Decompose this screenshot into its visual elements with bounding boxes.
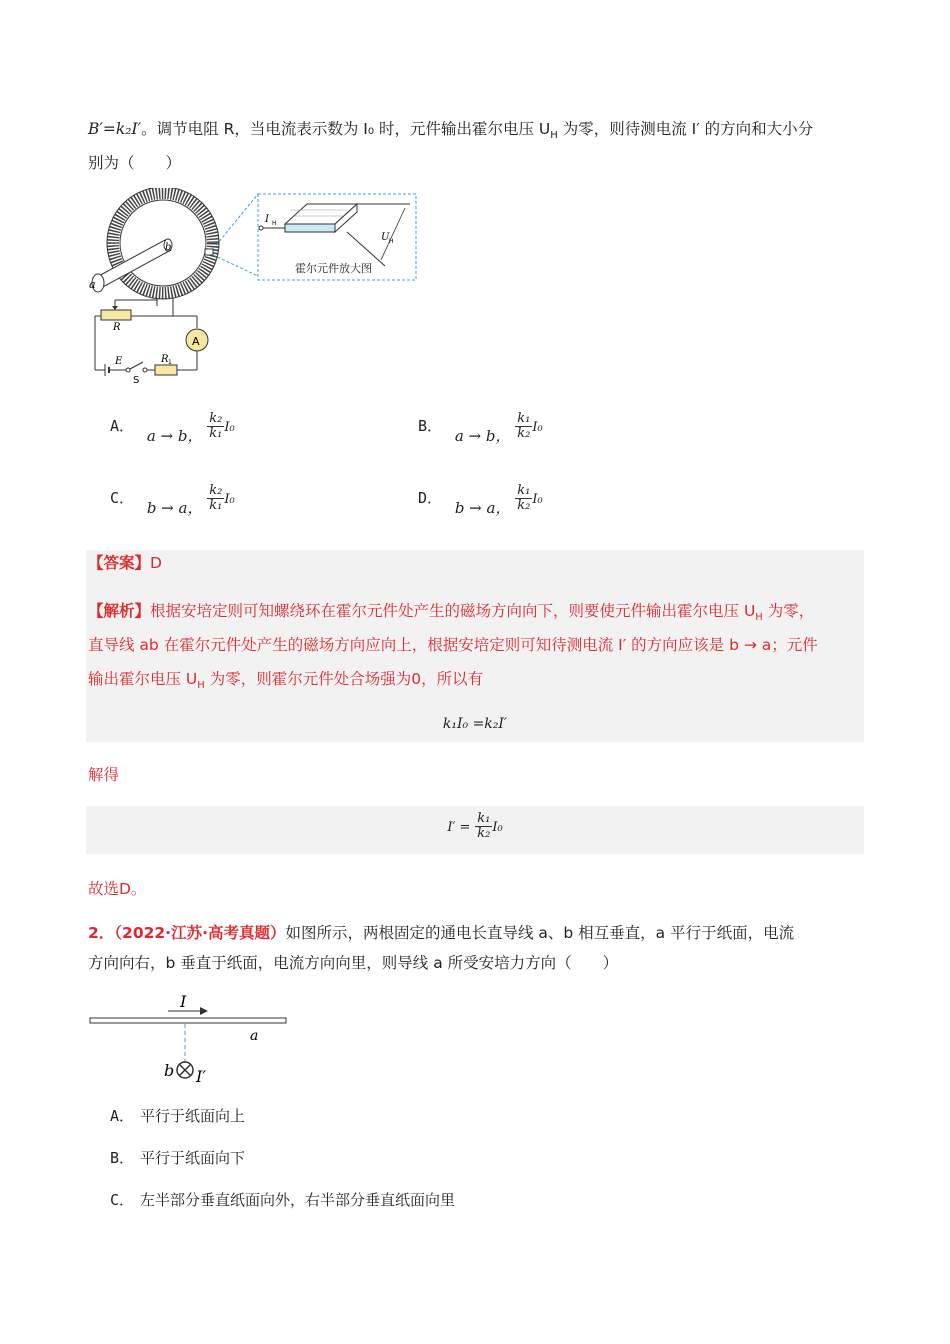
- option-letter: A．: [110, 1107, 135, 1125]
- q1-option-a[interactable]: [110, 411, 235, 445]
- option-direction: b → a，: [454, 499, 511, 517]
- fraction-numerator: k₂: [209, 411, 223, 426]
- q1-stem-line1: [88, 116, 813, 149]
- circuit-label-S: S: [133, 375, 140, 386]
- option-direction: b → a，: [146, 499, 203, 517]
- analysis-line3: [88, 666, 483, 699]
- option-letter: A．: [110, 417, 135, 435]
- fraction-denominator: k₂: [517, 426, 531, 441]
- option-letter: C．: [110, 1191, 135, 1209]
- option-tail: I₀: [532, 420, 543, 435]
- solve-equation: [0, 812, 950, 841]
- solve-label: 解得: [88, 766, 120, 784]
- fraction-numerator: k₂: [209, 483, 223, 498]
- q1-option-c[interactable]: [110, 483, 235, 517]
- circuit-label-R: R: [113, 322, 121, 333]
- q1-stem-line2: 别为（ ）: [88, 154, 182, 172]
- analysis-text-3-end: 为零，则霍尔元件处合场强为0，所以有: [204, 670, 484, 688]
- option-fraction: [207, 484, 224, 513]
- solve-fraction: [475, 812, 492, 841]
- q2-label-b: b: [164, 1061, 175, 1080]
- q2-stem-line2: 方向向右，b 垂直于纸面，电流方向向里，则导线 a 所受安培力方向（ ）: [88, 954, 619, 972]
- inset-label-IH-sub: H: [272, 220, 277, 227]
- ammeter-label: A: [192, 335, 200, 348]
- option-letter: C．: [110, 489, 135, 507]
- solve-eq-tail: I₀: [492, 820, 503, 835]
- fraction-numerator: k₁: [517, 411, 531, 426]
- analysis-text-1: 根据安培定则可知螺绕环在霍尔元件处产生的磁场方向向下，则要使元件输出霍尔电压 U: [150, 602, 756, 620]
- analysis-line2: 直导线 ab 在霍尔元件处产生的磁场方向应向上，根据安培定则可知待测电流 I′ 的方向应该是 b → a；元件: [88, 636, 818, 654]
- circuit-label-R1-sub: 1: [168, 359, 172, 366]
- q2-option-a[interactable]: [110, 1105, 245, 1126]
- option-text: 左半部分垂直纸面向外，右半部分垂直纸面向里: [140, 1191, 456, 1209]
- q1-option-b[interactable]: [418, 411, 543, 445]
- conclusion: 故选D。: [88, 880, 147, 898]
- analysis-text-1-end: 为零，: [762, 602, 815, 620]
- circuit-label-R1: R: [161, 354, 169, 365]
- solve-eq-left: I′ =: [447, 820, 471, 835]
- q2-number: 2．: [88, 924, 115, 942]
- q2-option-c[interactable]: [110, 1189, 455, 1210]
- wire-label-b: b: [165, 242, 172, 253]
- analysis-equation: k₁I₀ =k₂I′: [442, 716, 508, 732]
- fraction-denominator: k₁: [209, 426, 223, 441]
- inset-label-UH: U: [381, 232, 390, 243]
- option-fraction: [207, 412, 224, 441]
- analysis-label: 【解析】: [88, 602, 151, 620]
- analysis-text-3: 输出霍尔电压 U: [88, 670, 198, 688]
- inset-caption: 霍尔元件放大图: [295, 262, 372, 275]
- option-direction: a → b，: [454, 427, 511, 445]
- analysis-sub-3: H: [197, 680, 205, 692]
- option-fraction: [515, 484, 532, 513]
- q2-stem-line1: [88, 920, 794, 946]
- q2-label-I: I: [180, 992, 187, 1011]
- fraction-numerator: k₁: [517, 483, 531, 498]
- fraction-denominator: k₂: [517, 498, 531, 513]
- q1-formula: B′=k₂I′: [88, 120, 142, 138]
- option-fraction: [515, 412, 532, 441]
- option-direction: a → b，: [146, 427, 203, 445]
- fraction-denominator: k₂: [477, 826, 491, 841]
- q1-circuit-figure: [85, 188, 425, 388]
- q2-wire-figure: [88, 990, 298, 1090]
- answer-line: [88, 550, 162, 576]
- q1-stem-sub: H: [550, 130, 558, 142]
- q2-text-1: 如图所示，两根固定的通电长直导线 a、b 相互垂直，a 平行于纸面，电流: [285, 924, 795, 942]
- q1-stem-text: 。调节电阻 R，当电流表示数为 I₀ 时，元件输出霍尔电压 U: [141, 120, 551, 138]
- option-letter: B．: [110, 1149, 135, 1167]
- analysis-sub-1: H: [755, 612, 763, 624]
- wire-label-a: a: [89, 278, 96, 291]
- option-letter: D．: [418, 489, 443, 507]
- option-text: 平行于纸面向上: [140, 1107, 246, 1125]
- q1-option-d[interactable]: [418, 483, 543, 517]
- answer-value: D: [150, 554, 162, 572]
- q2-option-b[interactable]: [110, 1147, 245, 1168]
- option-letter: B．: [418, 417, 443, 435]
- option-text: 平行于纸面向下: [140, 1149, 246, 1167]
- fraction-numerator: k₁: [477, 811, 491, 826]
- answer-label: 【答案】: [88, 554, 151, 572]
- fraction-denominator: k₁: [209, 498, 223, 513]
- q2-label-Iprime: I′: [196, 1067, 206, 1086]
- q2-source: （2022·江苏·高考真题）: [114, 924, 286, 942]
- analysis-line1: [88, 598, 814, 631]
- inset-label-IH: I: [265, 214, 269, 225]
- option-tail: I₀: [224, 492, 235, 507]
- circuit-label-E: E: [115, 356, 123, 367]
- q1-stem-suffix: 为零，则待测电流 I′ 的方向和大小分: [557, 120, 814, 138]
- option-tail: I₀: [224, 420, 235, 435]
- option-tail: I₀: [532, 492, 543, 507]
- inset-label-UH-sub: H: [389, 238, 394, 245]
- q2-label-a: a: [250, 1028, 259, 1044]
